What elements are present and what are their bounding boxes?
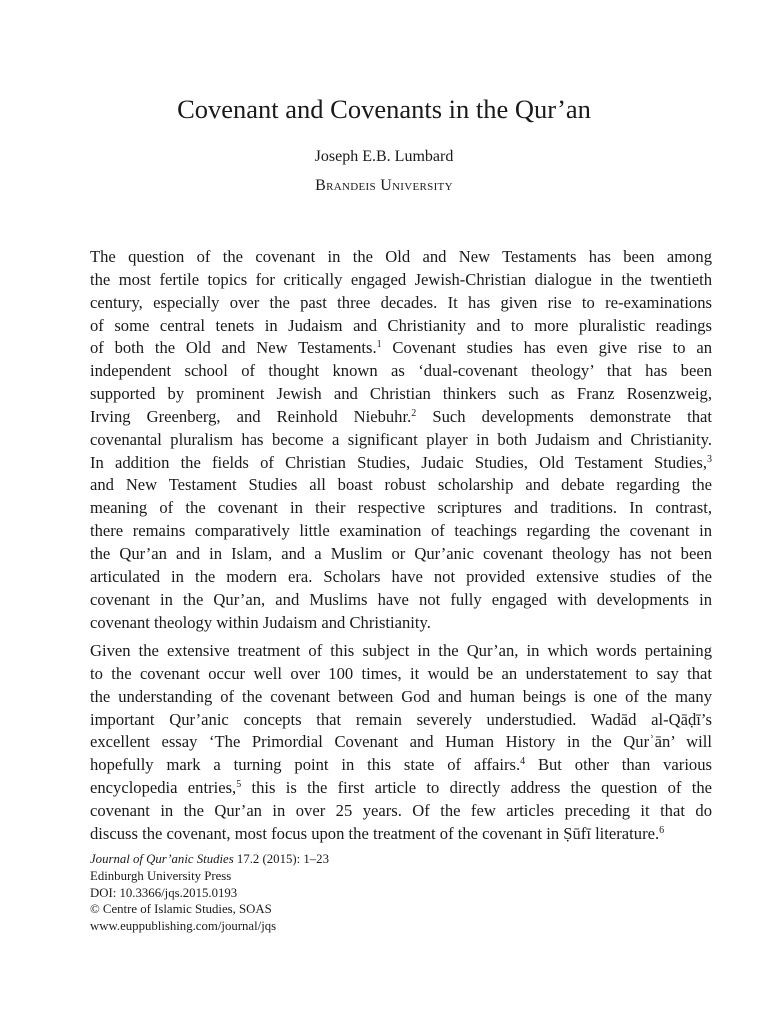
line-text-post: Such developments demonstrate that bbox=[416, 406, 712, 426]
text-line bbox=[90, 612, 712, 635]
line-text bbox=[90, 406, 712, 429]
line-text: the Qur’an and in Islam, and a Muslim or Qur’anic covenant theology has not been bbox=[90, 543, 712, 563]
doi: DOI: 10.3366/jqs.2015.0193 bbox=[90, 885, 238, 900]
text-line bbox=[90, 800, 712, 823]
text-line bbox=[90, 777, 712, 800]
text-line bbox=[90, 731, 712, 754]
line-text bbox=[90, 777, 712, 800]
text-line bbox=[90, 543, 712, 566]
footnote-marker[interactable]: 4 bbox=[520, 756, 526, 768]
line-text: covenant in the Qur’an in over 25 years. Of the few articles preceding it that do bbox=[90, 800, 712, 820]
paragraph-2 bbox=[90, 640, 712, 846]
line-text: century, especially over the past three decades. It has given rise to re-examinations bbox=[90, 292, 712, 312]
line-text: important Qur’anic concepts that remain severely understudied. Wadād al-Qāḍī’s bbox=[90, 709, 712, 729]
line-text-pre: encyclopedia entries, bbox=[90, 778, 237, 798]
line-text-pre: Irving Greenberg, and Reinhold Niebuhr. bbox=[90, 406, 412, 426]
text-line bbox=[90, 754, 712, 777]
text-line bbox=[90, 315, 712, 338]
line-text-pre: hopefully mark a turning point in this state of affairs. bbox=[90, 755, 521, 775]
text-line bbox=[90, 452, 712, 475]
line-text: covenant theology within Judaism and Christianity. bbox=[90, 612, 431, 632]
volume-pages: 17.2 (2015): 1–23 bbox=[233, 852, 329, 866]
journal-footer bbox=[90, 851, 329, 935]
journal-name: Journal of Qur’anic Studies bbox=[90, 852, 234, 866]
line-text: there remains comparatively little examination of teachings regarding the covenant in bbox=[90, 521, 712, 541]
text-line bbox=[90, 709, 712, 732]
text-line bbox=[90, 520, 712, 543]
line-text: covenant in the Qur’an, and Muslims have not fully engaged with developments in bbox=[90, 589, 712, 609]
footnote-marker[interactable]: 3 bbox=[707, 453, 712, 465]
line-text bbox=[90, 823, 712, 846]
line-text: meaning of the covenant in their respective scriptures and traditions. In contrast, bbox=[90, 498, 712, 518]
publisher: Edinburgh University Press bbox=[90, 868, 232, 883]
author-affiliation: Brandeis University bbox=[315, 177, 453, 194]
line-text: Given the extensive treatment of this subject in the Qur’an, in which words pertaining bbox=[90, 641, 712, 660]
line-text bbox=[90, 452, 712, 475]
line-text: to the covenant occur well over 100 times, it would be an understatement to say that bbox=[90, 663, 712, 683]
line-text-pre: discuss the covenant, most focus upon the treatment of the covenant in Ṣūfī literature. bbox=[90, 823, 660, 843]
line-text: excellent essay ‘The Primordial Covenant and Human History in the Qurʾān’ will bbox=[90, 732, 712, 752]
line-text: independent school of thought known as ‘dual-covenant theology’ that has been bbox=[90, 361, 712, 381]
line-text: of some central tenets in Judaism and Christianity and to more pluralistic readings bbox=[90, 315, 712, 335]
footnote-marker[interactable]: 5 bbox=[236, 779, 242, 791]
text-line bbox=[90, 497, 712, 520]
line-text-pre: of both the Old and New Testaments. bbox=[90, 338, 377, 358]
line-text: supported by prominent Jewish and Christian thinkers such as Franz Rosenzweig, bbox=[90, 384, 712, 404]
line-text bbox=[90, 337, 712, 360]
text-line bbox=[90, 246, 712, 269]
footnote-marker[interactable]: 1 bbox=[376, 339, 382, 351]
journal-citation bbox=[90, 851, 329, 868]
line-text: and New Testament Studies all boast robust scholarship and debate regarding the bbox=[90, 475, 712, 495]
line-text: the understanding of the covenant between God and human beings is one of the many bbox=[90, 686, 712, 706]
paragraph-1 bbox=[90, 246, 712, 634]
text-line bbox=[90, 383, 712, 406]
text-line bbox=[90, 640, 712, 663]
text-line bbox=[90, 406, 712, 429]
line-text-post: this is the first article to directly address the question of the bbox=[241, 778, 713, 798]
journal-url[interactable]: www.euppublishing.com/journal/jqs bbox=[90, 919, 277, 934]
text-line bbox=[90, 589, 712, 612]
line-text: articulated in the modern era. Scholars have not provided extensive studies of the bbox=[90, 566, 712, 586]
text-line bbox=[90, 360, 712, 383]
copyright: © Centre of Islamic Studies, SOAS bbox=[90, 902, 272, 917]
text-line bbox=[90, 269, 712, 292]
text-line bbox=[90, 566, 712, 589]
text-line bbox=[90, 686, 712, 709]
text-line bbox=[90, 292, 712, 315]
line-text-post: Covenant studies has even give rise to an bbox=[381, 338, 712, 358]
text-line bbox=[90, 663, 712, 686]
text-line bbox=[90, 337, 712, 360]
article-title: Covenant and Covenants in the Qur’an bbox=[177, 94, 591, 124]
line-text: covenantal pluralism has become a significant player in both Judaism and Christianity. bbox=[90, 429, 712, 449]
line-text: the most fertile topics for critically engaged Jewish-Christian dialogue in the twentieth bbox=[90, 269, 712, 289]
article-author: Joseph E.B. Lumbard bbox=[314, 148, 454, 165]
text-line bbox=[90, 823, 712, 846]
footnote-marker[interactable]: 2 bbox=[411, 407, 417, 419]
line-text-pre: In addition the fields of Christian Studies, Judaic Studies, Old Testament Studies, bbox=[90, 452, 707, 472]
line-text bbox=[90, 754, 712, 777]
line-text: The question of the covenant in the Old and New Testaments has been among bbox=[90, 247, 712, 266]
line-text-post: But other than various bbox=[525, 755, 712, 775]
text-line bbox=[90, 429, 712, 452]
text-line bbox=[90, 474, 712, 497]
footnote-marker[interactable]: 6 bbox=[659, 824, 665, 836]
